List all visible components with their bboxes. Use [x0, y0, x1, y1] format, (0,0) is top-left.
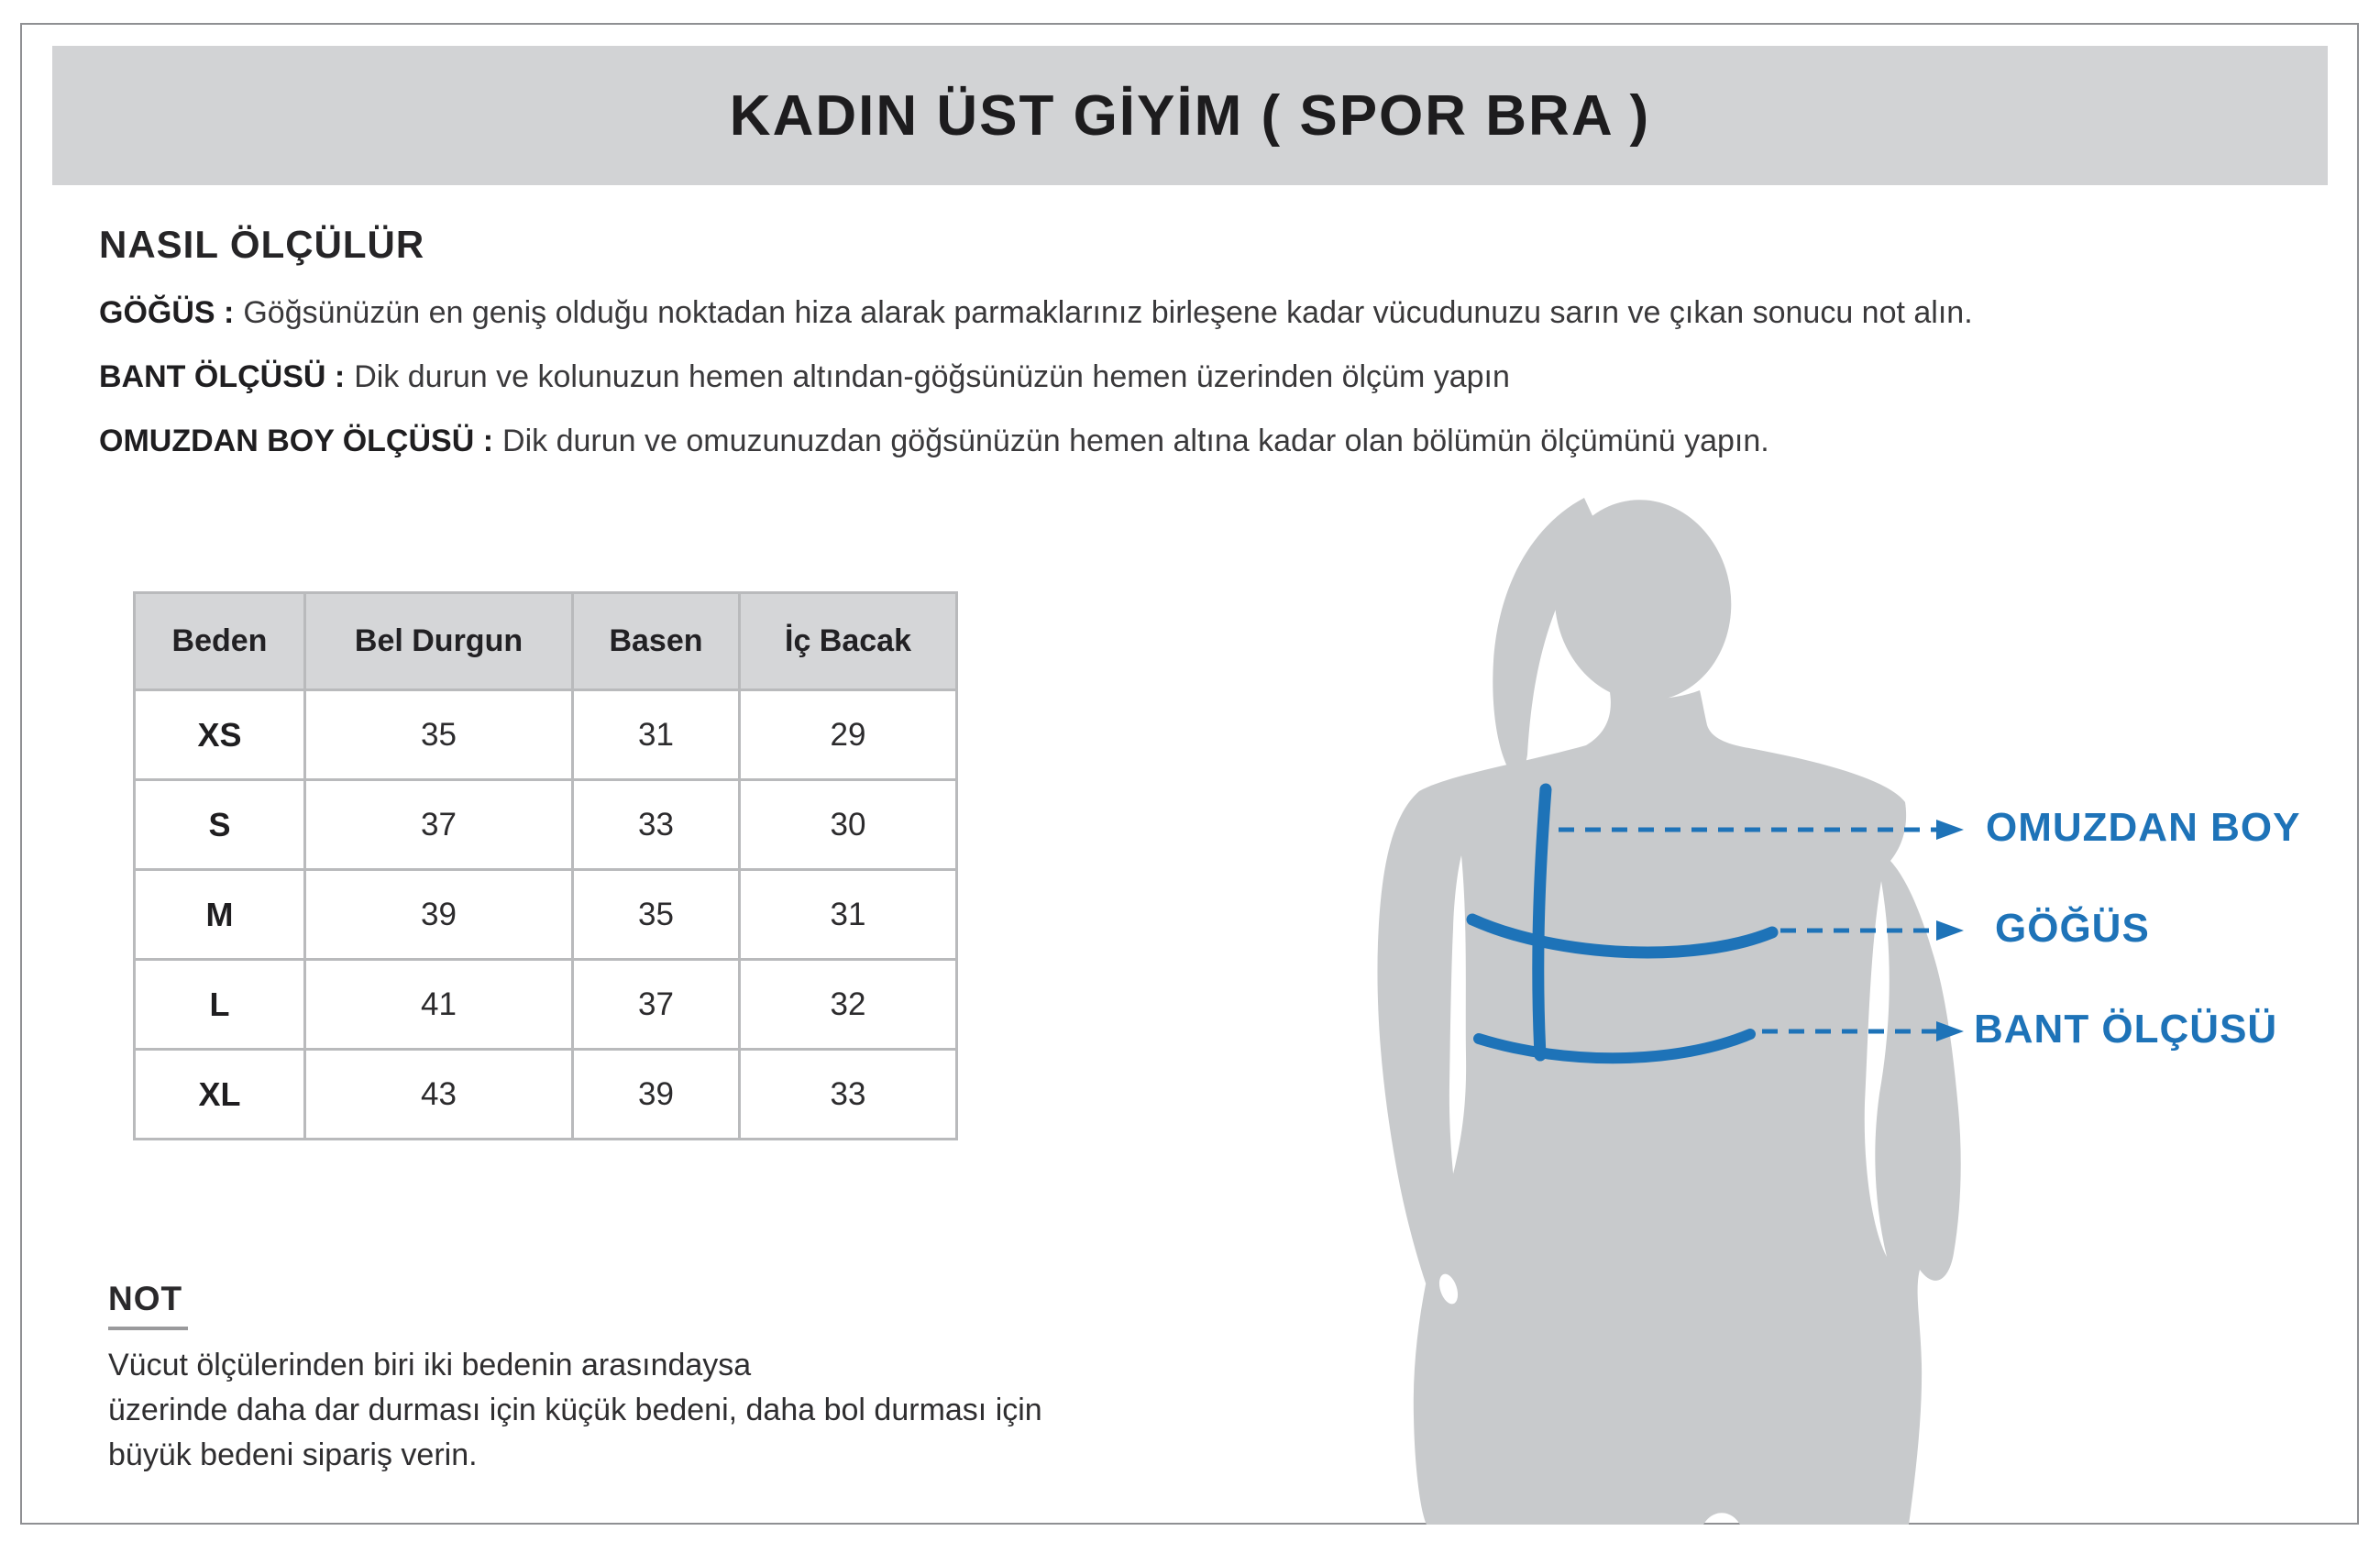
cell-value: 37: [305, 780, 573, 870]
column-header-beden: Beden: [135, 593, 305, 690]
page-title: KADIN ÜST GİYİM ( SPOR BRA ): [729, 83, 1651, 148]
cell-value: 32: [740, 960, 957, 1050]
shoulder-length-line: [1538, 789, 1546, 1055]
column-header-bel-durgun: Bel Durgun: [305, 593, 573, 690]
measurement-diagram: [1311, 461, 1971, 1525]
note-line: üzerinde daha dar durması için küçük bedeni, daha bol durması için: [108, 1393, 1042, 1427]
size-table-header-row: [135, 593, 957, 690]
cell-size: S: [135, 780, 305, 870]
chest-arrowhead-icon: [1936, 920, 1964, 941]
cell-size: M: [135, 870, 305, 960]
cell-value: 35: [305, 690, 573, 780]
table-row: [135, 960, 957, 1050]
column-header-ic-bacak: İç Bacak: [740, 593, 957, 690]
column-header-basen: Basen: [573, 593, 740, 690]
header-bar: [52, 46, 2328, 185]
shoulder-arrowhead-icon: [1936, 820, 1964, 840]
table-row: [135, 1050, 957, 1140]
instruction-shoulder-text: Dik durun ve omuzunuzdan göğsünüzün hemen altına kadar olan bölümün ölçümünü yapın.: [502, 424, 1769, 458]
instruction-chest: [99, 295, 1973, 331]
table-row: [135, 690, 957, 780]
cell-size: XL: [135, 1050, 305, 1140]
cell-value: 39: [305, 870, 573, 960]
label-bant-olcusu: BANT ÖLÇÜSÜ: [1974, 1007, 2278, 1052]
cell-value: 37: [573, 960, 740, 1050]
cell-value: 29: [740, 690, 957, 780]
cell-value: 35: [573, 870, 740, 960]
cell-size: L: [135, 960, 305, 1050]
note-line: büyük bedeni sipariş verin.: [108, 1437, 478, 1472]
table-row: [135, 780, 957, 870]
instruction-shoulder-label: OMUZDAN BOY ÖLÇÜSÜ :: [99, 424, 494, 458]
label-gogus: GÖĞÜS: [1995, 906, 2150, 951]
female-silhouette-figure: [1311, 461, 1971, 1525]
cell-value: 41: [305, 960, 573, 1050]
note-section: [108, 1280, 1042, 1478]
cell-value: 31: [740, 870, 957, 960]
table-row: [135, 870, 957, 960]
label-omuzdan-boy: OMUZDAN BOY: [1986, 805, 2301, 850]
cell-value: 31: [573, 690, 740, 780]
size-table: [133, 591, 958, 1140]
cell-size: XS: [135, 690, 305, 780]
cell-value: 43: [305, 1050, 573, 1140]
note-line: Vücut ölçülerinden biri iki bedenin arasındaysa: [108, 1348, 752, 1382]
instruction-chest-text: Göğsünüzün en geniş olduğu noktadan hiza alarak parmaklarınız birleşene kadar vücudunuzu sarın ve çıkan sonucu not alın.: [243, 295, 1973, 330]
note-text: [108, 1343, 1042, 1478]
instruction-band: [99, 359, 1510, 395]
instruction-band-text: Dik durun ve kolunuzun hemen altından-göğsünüzün hemen üzerinden ölçüm yapın: [354, 359, 1510, 394]
cell-value: 30: [740, 780, 957, 870]
note-title: NOT: [108, 1280, 188, 1330]
instruction-band-label: BANT ÖLÇÜSÜ :: [99, 359, 346, 394]
instruction-shoulder: [99, 424, 1769, 459]
cell-value: 33: [573, 780, 740, 870]
how-to-measure-title: NASIL ÖLÇÜLÜR: [99, 223, 425, 266]
cell-value: 33: [740, 1050, 957, 1140]
cell-value: 39: [573, 1050, 740, 1140]
instruction-chest-label: GÖĞÜS :: [99, 295, 235, 330]
